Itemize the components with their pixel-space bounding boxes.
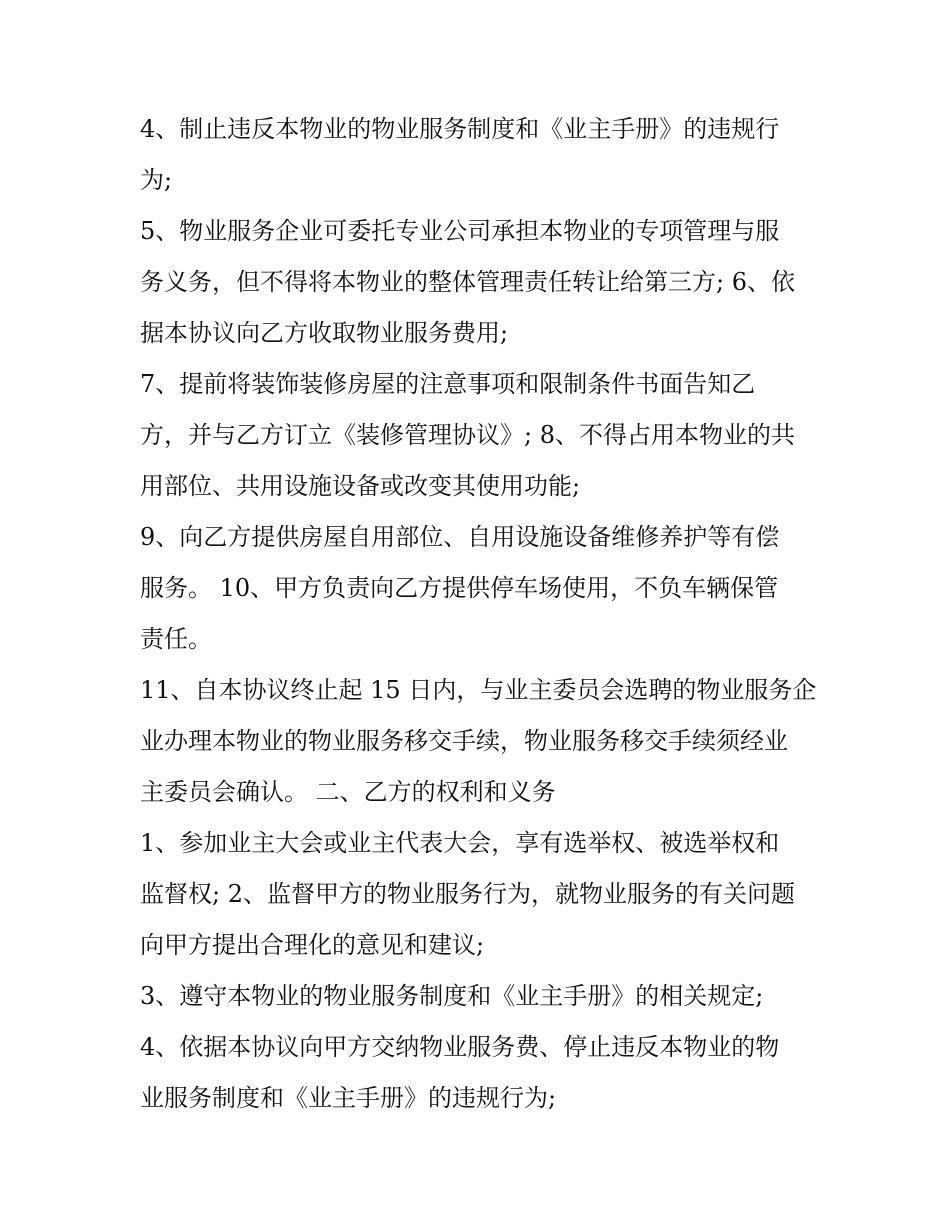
text-line: 服务。 10、甲方负责向乙方提供停车场使用，不负车辆保管 bbox=[140, 574, 779, 602]
text-line: 据本协议向乙方收取物业服务费用; bbox=[140, 319, 509, 347]
text-line: 为; bbox=[140, 166, 173, 194]
text-line: 业办理本物业的物业服务移交手续，物业服务移交手续须经业 bbox=[140, 727, 788, 755]
text-line: 业服务制度和《业主手册》的违规行为; bbox=[140, 1084, 557, 1112]
document-body bbox=[140, 104, 820, 1124]
text-line: 9、向乙方提供房屋自用部位、自用设施设备维修养护等有偿 bbox=[140, 523, 780, 551]
text-line: 4、依据本协议向甲方交纳物业服务费、停止违反本物业的物 bbox=[140, 1033, 780, 1061]
text-line: 向甲方提出合理化的意见和建议; bbox=[140, 931, 485, 959]
text-line: 11、自本协议终止起 15 日内，与业主委员会选聘的物业服务企 bbox=[140, 676, 817, 704]
text-line: 5、物业服务企业可委托专业公司承担本物业的专项管理与服 bbox=[140, 217, 780, 245]
text-line: 方，并与乙方订立《装修管理协议》; 8、不得占用本物业的共 bbox=[140, 421, 795, 449]
text-line: 监督权; 2、监督甲方的物业服务行为，就物业服务的有关问题 bbox=[140, 880, 795, 908]
text-line: 用部位、共用设施设备或改变其使用功能; bbox=[140, 472, 581, 500]
text-line: 7、提前将装饰装修房屋的注意事项和限制条件书面告知乙 bbox=[140, 370, 756, 398]
text-line: 1、参加业主大会或业主代表大会，享有选举权、被选举权和 bbox=[140, 829, 780, 857]
text-line: 责任。 bbox=[140, 625, 212, 653]
text-line: 3、遵守本物业的物业服务制度和《业主手册》的相关规定; bbox=[140, 982, 764, 1010]
text-line: 务义务，但不得将本物业的整体管理责任转让给第三方; 6、依 bbox=[140, 268, 795, 296]
text-line: 主委员会确认。 二、乙方的权利和义务 bbox=[140, 778, 556, 806]
text-line: 4、制止违反本物业的物业服务制度和《业主手册》的违规行 bbox=[140, 115, 780, 143]
